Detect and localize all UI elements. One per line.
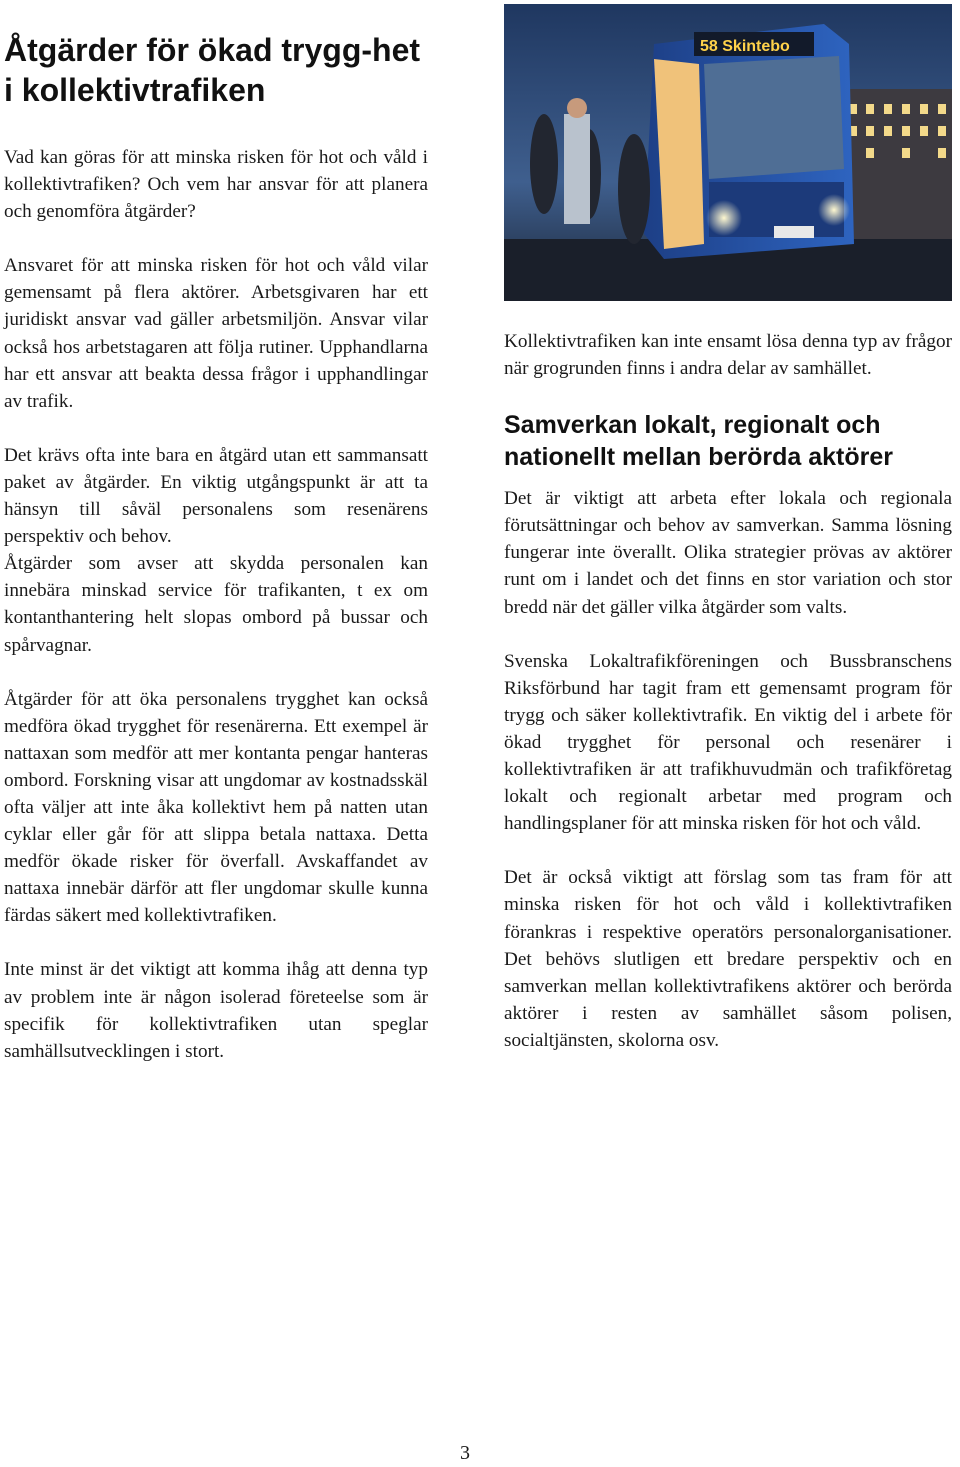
paragraph: Svenska Lokaltrafikföreningen och Bussbranschens Riksförbund har tagit fram ett gemensamt program för trygg och säker kollektivtrafik. En viktig del i arbete för ökad trygghet för personal och resenärer i kollektivtrafiken är att trafikhuvudmän och trafikföretag lokalt och regionalt arbetar med program och handlingsplaner för att minska risken för hot och våld. xyxy=(504,650,952,835)
paragraph: Ansvaret för att minska risken för hot och våld vilar gemensamt på flera aktörer. Arbetsgivaren har ett juridiskt ansvar vad gäller arbetsmiljön. Ansvar vilar också hos arbetstagaren att följa rutiner. Upphandlarna har ett ansvar att beakta dessa frågor i upphandlingar av trafik. xyxy=(4,255,428,412)
paragraph: Vad kan göras för att minska risken för hot och våld i kollektivtrafiken? Och vem har ansvar för att planera och genomföra åtgärder? xyxy=(4,147,428,223)
paragraph: Kollektivtrafiken kan inte ensamt lösa denna typ av frågor när grogrunden finns i andra delar av samhället. xyxy=(504,331,952,380)
paragraph: Inte minst är det viktigt att komma ihåg att denna typ av problem inte är någon isolerad företeelse som är specifik för kollektivtrafiken utan speglar samhällsutvecklingen i stort. xyxy=(4,959,428,1062)
paragraph: Åtgärder för att öka personalens trygghet kan också medföra ökad trygghet för resenärerna. Ett exempel är nattaxan som medför att mer kontanta pengar hanteras ombord. Forskning visar att ungdomar av kostnadsskäl ofta väljer att inte åka kollektivt hem på natten utan cyklar eller går för att slippa betala nattaxa. Detta medför ökade risker för överfall. Avskaffandet av nattaxa innebär därför att fler ungdomar skulle kunna färdas säkert med kollektivtrafiken. xyxy=(4,688,428,927)
paragraph: Det är också viktigt att förslag som tas fram för att minska risken för hot och våld i kollektivtrafiken förankras i respektive operatörs personalorganisationer. Det behövs slutligen ett bredare perspektiv och en samverkan mellan kollektivtrafikens aktörer och berörda aktörer i resten av samhället såsom polisen, socialtjänsten, skolorna osv. xyxy=(504,867,952,1051)
right-column xyxy=(504,4,952,1081)
left-column xyxy=(4,30,428,1092)
bus-photo xyxy=(504,4,952,301)
paragraph: Det krävs ofta inte bara en åtgärd utan ett sammansatt paket av åtgärder. En viktig utgångspunkt är att ta hänsyn till såväl personalens som resenärens perspektiv och behov. xyxy=(4,444,428,548)
page-title: Åtgärder för ökad trygg-het i kollektivtrafiken xyxy=(4,32,421,108)
section-heading: Samverkan lokalt, regionalt och nationellt mellan berörda aktörer xyxy=(504,411,893,472)
paragraph: Det är viktigt att arbeta efter lokala och regionala förutsättningar och behov av samverkan. Samma lösning fungerar inte överallt. Olika strategier prövas av aktörer runt om i landet och det finns en stor variation och stor bredd när det gäller vilka åtgärder som valts. xyxy=(504,488,952,618)
bus-destination-sign: 58 Skintebo xyxy=(700,38,790,55)
paragraph: Åtgärder som avser att skydda personalen kan innebära minskad service för trafikanten, t ex om kontanthantering helt slopas ombord på bussar och spårvagnar. xyxy=(4,553,428,656)
page-number: 3 xyxy=(460,1442,470,1464)
